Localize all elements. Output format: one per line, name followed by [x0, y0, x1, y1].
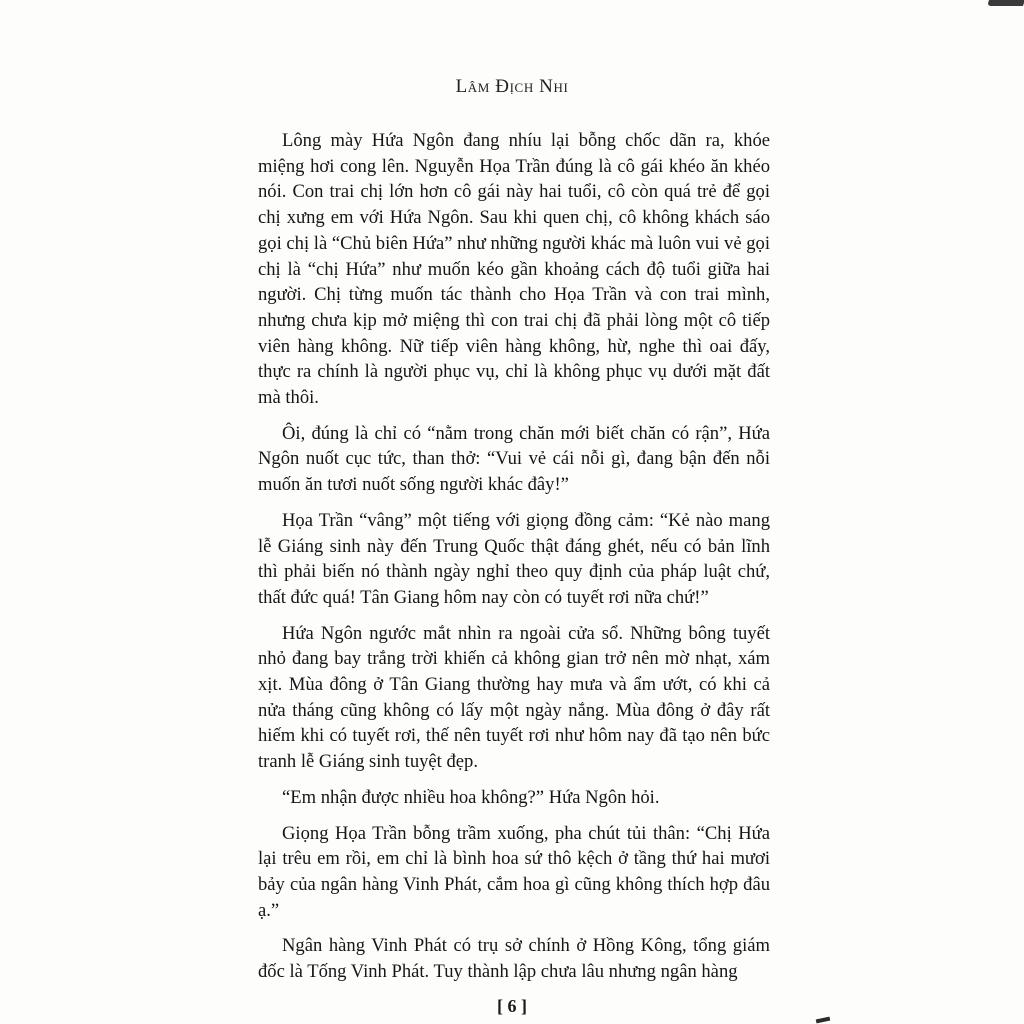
paragraph: Giọng Họa Trần bỗng trầm xuống, pha chút tủi thân: “Chị Hứa lại trêu em rồi, em chỉ là bình hoa sứ thô kệch ở tầng thứ hai mươi bảy của ngân hàng Vinh Phát, cắm hoa gì cũng không thích hợp đâu ạ.”: [258, 822, 770, 921]
paragraph: Lông mày Hứa Ngôn đang nhíu lại bỗng chốc dãn ra, khóe miệng hơi cong lên. Nguyễn Họa Trần đúng là cô gái khéo ăn khéo nói. Con trai chị lớn hơn cô gái này hai tuổi, cô còn quá trẻ để gọi chị xưng em với Hứa Ngôn. Sau khi quen chị, cô không khách sáo gọi chị là “Chủ biên Hứa” như những người khác mà luôn vui vẻ gọi chị là “chị Hứa” như muốn kéo gần khoảng cách độ tuổi giữa hai người. Chị từng muốn tác thành cho Họa Trần và con trai mình, nhưng chưa kịp mở miệng thì con trai chị đã phải lòng một cô tiếp viên hàng không. Nữ tiếp viên hàng không, hừ, nghe thì oai đấy, thực ra chính là người phục vụ, chỉ là không phục vụ dưới mặt đất mà thôi.: [258, 130, 770, 409]
scan-edge-mark: [816, 1017, 831, 1024]
page-number: [ 6 ]: [497, 996, 527, 1016]
paragraph: Họa Trần “vâng” một tiếng với giọng đồng cảm: “Kẻ nào mang lễ Giáng sinh này đến Trung Quốc thật đáng ghét, nếu có bản lĩnh thì phải biến nó thành ngày nghỉ theo quy định của pháp luật chứ, thất đức quá! Tân Giang hôm nay còn có tuyết rơi nữa chứ!”: [258, 509, 770, 608]
body-text: [258, 128, 770, 995]
paragraph: Ngân hàng Vinh Phát có trụ sở chính ở Hồng Kông, tổng giám đốc là Tống Vinh Phát. Tuy thành lập chưa lâu nhưng ngân hàng: [258, 935, 770, 983]
paragraph: “Em nhận được nhiều hoa không?” Hứa Ngôn hỏi.: [282, 786, 660, 808]
running-header: Lâm Địch Nhi: [455, 76, 569, 97]
scan-edge-mark: [987, 0, 1024, 6]
paragraph: Ôi, đúng là chỉ có “nằm trong chăn mới biết chăn có rận”, Hứa Ngôn nuốt cục tức, than thở: “Vui vẻ cái nỗi gì, đang bận đến nỗi muốn ăn tươi nuốt sống người khác đây!”: [258, 422, 770, 496]
paragraph: Hứa Ngôn ngước mắt nhìn ra ngoài cửa sổ. Những bông tuyết nhỏ đang bay trắng trời khiến cả không gian trở nên mờ nhạt, xám xịt. Mùa đông ở Tân Giang thường hay mưa và ẩm ướt, có khi cả nửa tháng cũng không có lấy một ngày nắng. Mùa đông ở đây rất hiếm khi có tuyết rơi, thế nên tuyết rơi như hôm nay đã tạo nên bức tranh lễ Giáng sinh tuyệt đẹp.: [258, 622, 770, 773]
